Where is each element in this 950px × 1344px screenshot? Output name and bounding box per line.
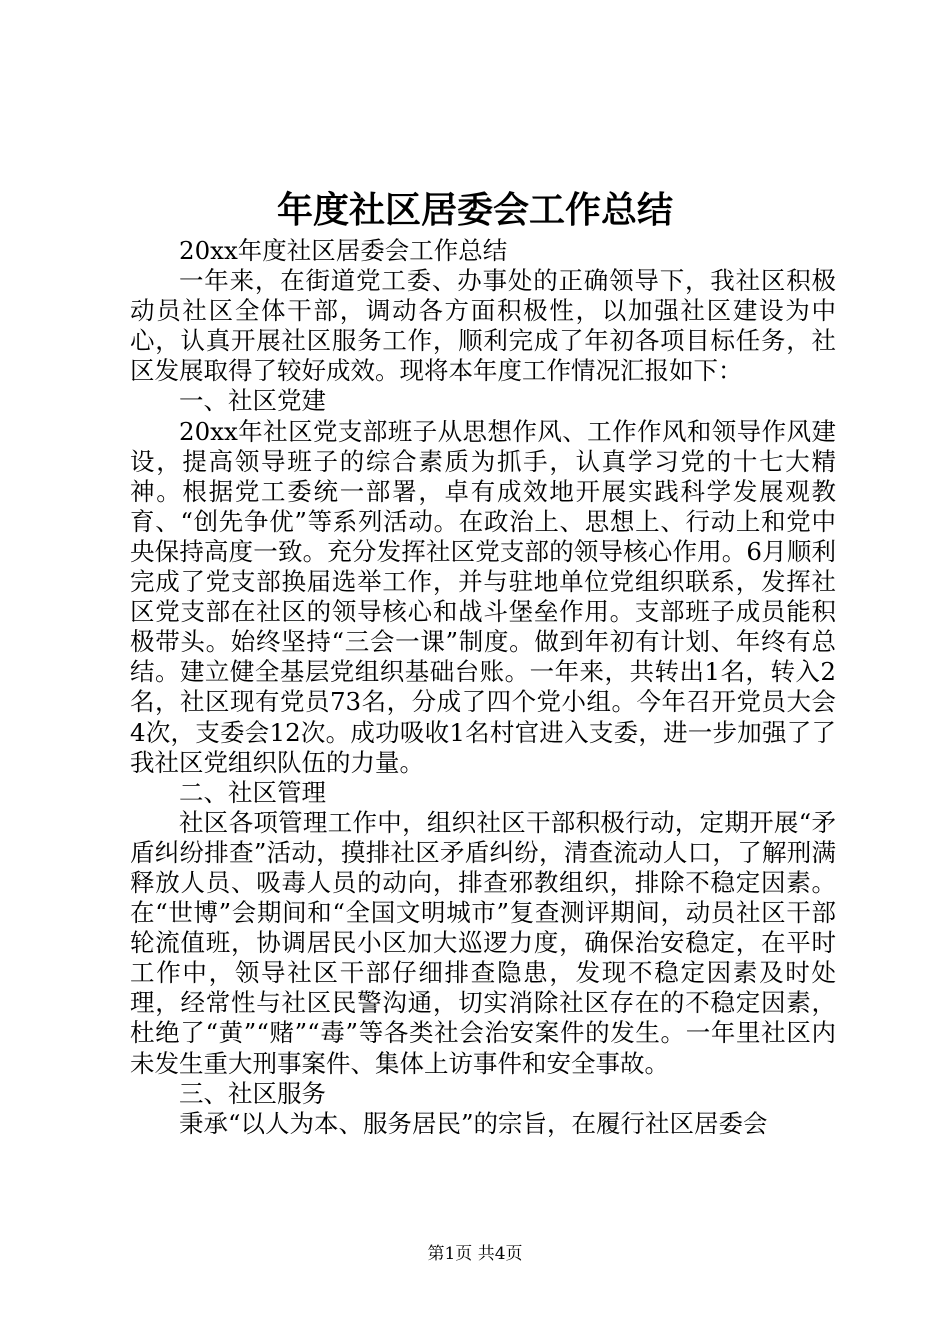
document-body [130, 236, 836, 1139]
section-heading-party-building: 一、社区党建 [179, 386, 326, 416]
intro-paragraph: 一年来，在街道党工委、办事处的正确领导下，我社区积极动员社区全体干部，调动各方面积极性，以加强社区建设为中心，认真开展社区服务工作，顺利完成了年初各项目标任务，社区发展取得了较好成效。现将本年度工作情况汇报如下： [130, 266, 836, 386]
page-title: 年度社区居委会工作总结 [276, 189, 673, 231]
party-building-paragraph: 20xx年社区党支部班子从思想作风、工作作风和领导作风建设，提高领导班子的综合素质为抓手，认真学习党的十七大精神。根据党工委统一部署，卓有成效地开展实践科学发展观教育、“创先争优”等系列活动。在政治上、思想上、行动上和党中央保持高度一致。充分发挥社区党支部的领导核心作用。6月顺利完成了党支部换届选举工作，并与驻地单位党组织联系，发挥社区党支部在社区的领导核心和战斗堡垒作用。支部班子成员能积极带头。始终坚持“三会一课”制度。做到年初有计划、年终有总结。建立健全基层党组织基础台账。一年来，共转出1名，转入2名，社区现有党员73名，分成了四个党小组。今年召开党员大会4次，支委会12次。成功吸收1名村官进入支委，进一步加强了了我社区党组织队伍的力量。 [130, 416, 836, 777]
section-heading-management: 二、社区管理 [179, 777, 326, 807]
page-footer: 第1页 共4页 [427, 1244, 523, 1264]
section-heading-service: 三、社区服务 [179, 1078, 326, 1108]
management-paragraph: 社区各项管理工作中，组织社区干部积极行动，定期开展“矛盾纠纷排查”活动，摸排社区矛盾纠纷，清查流动人口，了解刑满释放人员、吸毒人员的动向，排查邪教组织，排除不稳定因素。在“世博”会期间和“全国文明城市”复查测评期间，动员社区干部轮流值班，协调居民小区加大巡逻力度，确保治安稳定，在平时工作中，领导社区干部仔细排查隐患，发现不稳定因素及时处理，经常性与社区民警沟通，切实消除社区存在的不稳定因素，杜绝了“黄”“赌”“毒”等各类社会治安案件的发生。一年里社区内未发生重大刑事案件、集体上访事件和安全事故。 [130, 807, 836, 1078]
service-paragraph: 秉承“以人为本、服务居民”的宗旨，在履行社区居委会 [179, 1108, 768, 1138]
subtitle-paragraph: 20xx年度社区居委会工作总结 [179, 236, 508, 265]
